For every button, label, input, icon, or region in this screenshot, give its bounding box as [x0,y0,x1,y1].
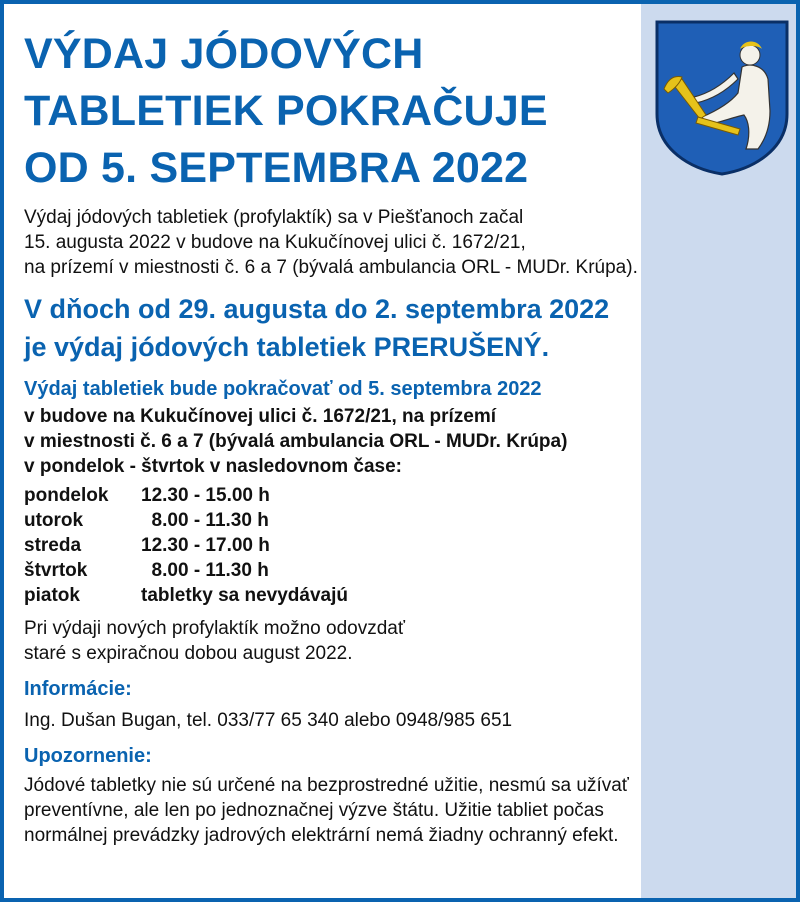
schedule-day: streda [24,535,82,556]
note-line: staré s expiračnou dobou august 2022. [24,643,353,664]
intro-paragraph [24,205,784,280]
schedule-time: 8.00 - 11.30 h [141,510,269,531]
schedule-row [24,558,784,583]
intro-line: na prízemí v miestnosti č. 6 a 7 (bývalá ambulancia ORL - MUDr. Krúpa). [24,257,638,278]
schedule-time: tabletky sa nevydávajú [141,585,348,606]
page-title [24,26,784,197]
interruption-line: V dňoch od 29. augusta do 2. septembra 2022 [24,294,610,324]
schedule-day: pondelok [24,485,109,506]
contact-info: Ing. Dušan Bugan, tel. 033/77 65 340 alebo 0948/985 651 [24,710,513,731]
schedule-day: utorok [24,510,84,531]
title-line: OD 5. SEPTEMBRA 2022 [24,144,529,192]
warning-text [24,773,784,848]
resume-details [24,404,784,479]
poster-content [24,26,784,848]
warning-line: preventívne, ale len po jednoznačnej výzve štátu. Užitie tabliet počas [24,800,604,821]
schedule-day: štvrtok [24,560,88,581]
schedule-row [24,533,784,558]
resume-line: v budove na Kukučínovej ulici č. 1672/21, na prízemí [24,406,497,427]
schedule-table [24,483,784,608]
schedule-day: piatok [24,585,80,606]
schedule-time: 8.00 - 11.30 h [141,560,269,581]
interruption-notice [24,290,784,366]
schedule-row [24,483,784,508]
schedule-time: 12.30 - 15.00 h [141,485,270,506]
note-line: Pri výdaji nových profylaktík možno odovzdať [24,618,405,639]
schedule-row [24,508,784,533]
info-label: Informácie: [24,678,132,700]
warning-line: Jódové tabletky nie sú určené na bezprostredné užitie, nesmú sa užívať [24,775,629,796]
resume-heading: Výdaj tabletiek bude pokračovať od 5. septembra 2022 [24,378,542,400]
interruption-line: je výdaj jódových tabletiek PRERUŠENÝ. [24,332,550,362]
intro-line: Výdaj jódových tabletiek (profylaktík) sa v Piešťanoch začal [24,207,524,228]
warning-line: normálnej prevádzky jadrových elektrární nemá žiadny ochranný efekt. [24,825,619,846]
title-line: VÝDAJ JÓDOVÝCH [24,30,424,78]
warning-label: Upozornenie: [24,745,152,767]
resume-line: v miestnosti č. 6 a 7 (bývalá ambulancia ORL - MUDr. Krúpa) [24,431,568,452]
resume-line: v pondelok - štvrtok v nasledovnom čase: [24,456,402,477]
schedule-row [24,583,784,608]
exchange-note [24,616,784,666]
title-line: TABLETIEK POKRAČUJE [24,87,548,135]
intro-line: 15. augusta 2022 v budove na Kukučínovej ulici č. 1672/21, [24,232,526,253]
schedule-time: 12.30 - 17.00 h [141,535,270,556]
